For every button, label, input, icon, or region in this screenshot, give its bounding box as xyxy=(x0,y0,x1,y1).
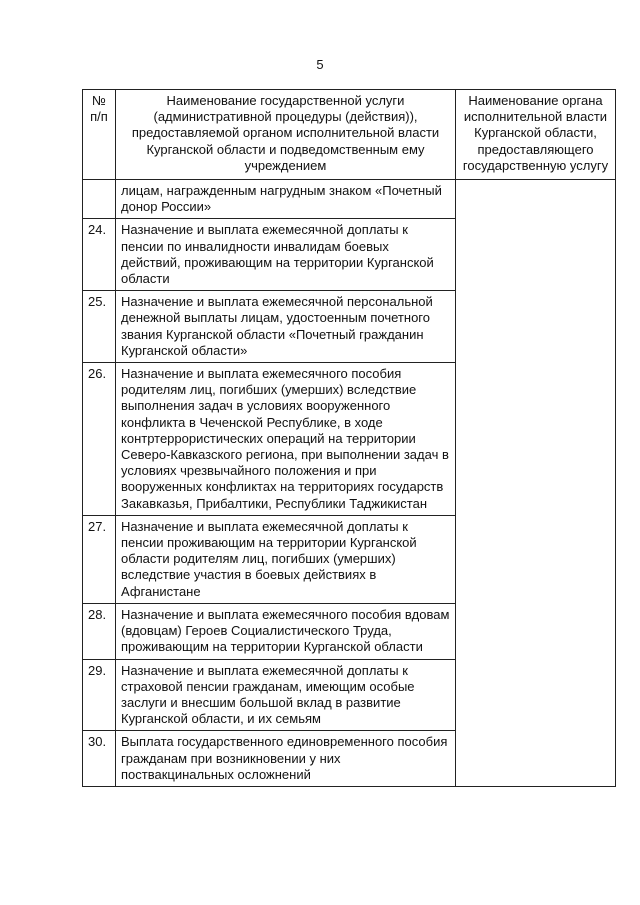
row-service-name: Назначение и выплата ежемесячной доплаты к страховой пенсии гражданам, имеющим особые заслуги и внесшим большой вклад в развитие Курганской области, и их семьям xyxy=(116,659,456,731)
header-service-name: Наименование государственной услуги (административной процедуры (действия)), предоставляемой органом исполнительной власти Курганской области и подведомственным ему учреждением xyxy=(116,90,456,180)
row-number: 26. xyxy=(83,363,116,516)
row-service-name: лицам, награжденным нагрудным знаком «Почетный донор России» xyxy=(116,180,456,219)
services-table xyxy=(82,89,616,787)
row-number: 28. xyxy=(83,603,116,659)
row-number: 29. xyxy=(83,659,116,731)
row-service-name: Назначение и выплата ежемесячной персональной денежной выплаты лицам, удостоенным почетного звания Курганской области «Почетный гражданин Курганской области» xyxy=(116,291,456,363)
row-service-name: Назначение и выплата ежемесячного пособия родителям лиц, погибших (умерших) вследствие выполнения задач в условиях вооруженного конфликта в Чеченской Республике, в ходе контртеррористических операций на территории Северо-Кавказского региона, при выполнении задач в условиях чрезвычайного положения и при вооруженных конфликтах на территориях государств Закавказья, Прибалтики, Республики Таджикистан xyxy=(116,363,456,516)
row-number: 25. xyxy=(83,291,116,363)
row-service-name: Назначение и выплата ежемесячной доплаты к пенсии проживающим на территории Курганской области родителям лиц, погибших (умерших) вследствие участия в боевых действиях в Афганистане xyxy=(116,515,456,603)
table-body xyxy=(83,180,616,787)
authority-cell xyxy=(456,180,616,787)
row-service-name: Выплата государственного единовременного пособия гражданам при возникновении у них поствакцинальных осложнений xyxy=(116,731,456,787)
row-number: 30. xyxy=(83,731,116,787)
row-number xyxy=(83,180,116,219)
header-authority-name: Наименование органа исполнительной власти Курганской области, предоставляющего государственную услугу xyxy=(456,90,616,180)
row-service-name: Назначение и выплата ежемесячной доплаты к пенсии по инвалидности инвалидам боевых действий, проживающим на территории Курганской области xyxy=(116,219,456,291)
row-service-name: Назначение и выплата ежемесячного пособия вдовам (вдовцам) Героев Социалистического Труда, проживающим на территории Курганской области xyxy=(116,603,456,659)
header-row xyxy=(83,90,616,180)
header-number: № п/п xyxy=(83,90,116,180)
page-number: 5 xyxy=(316,57,324,72)
table-header xyxy=(83,90,616,180)
table-row xyxy=(83,180,616,219)
row-number: 24. xyxy=(83,219,116,291)
row-number: 27. xyxy=(83,515,116,603)
